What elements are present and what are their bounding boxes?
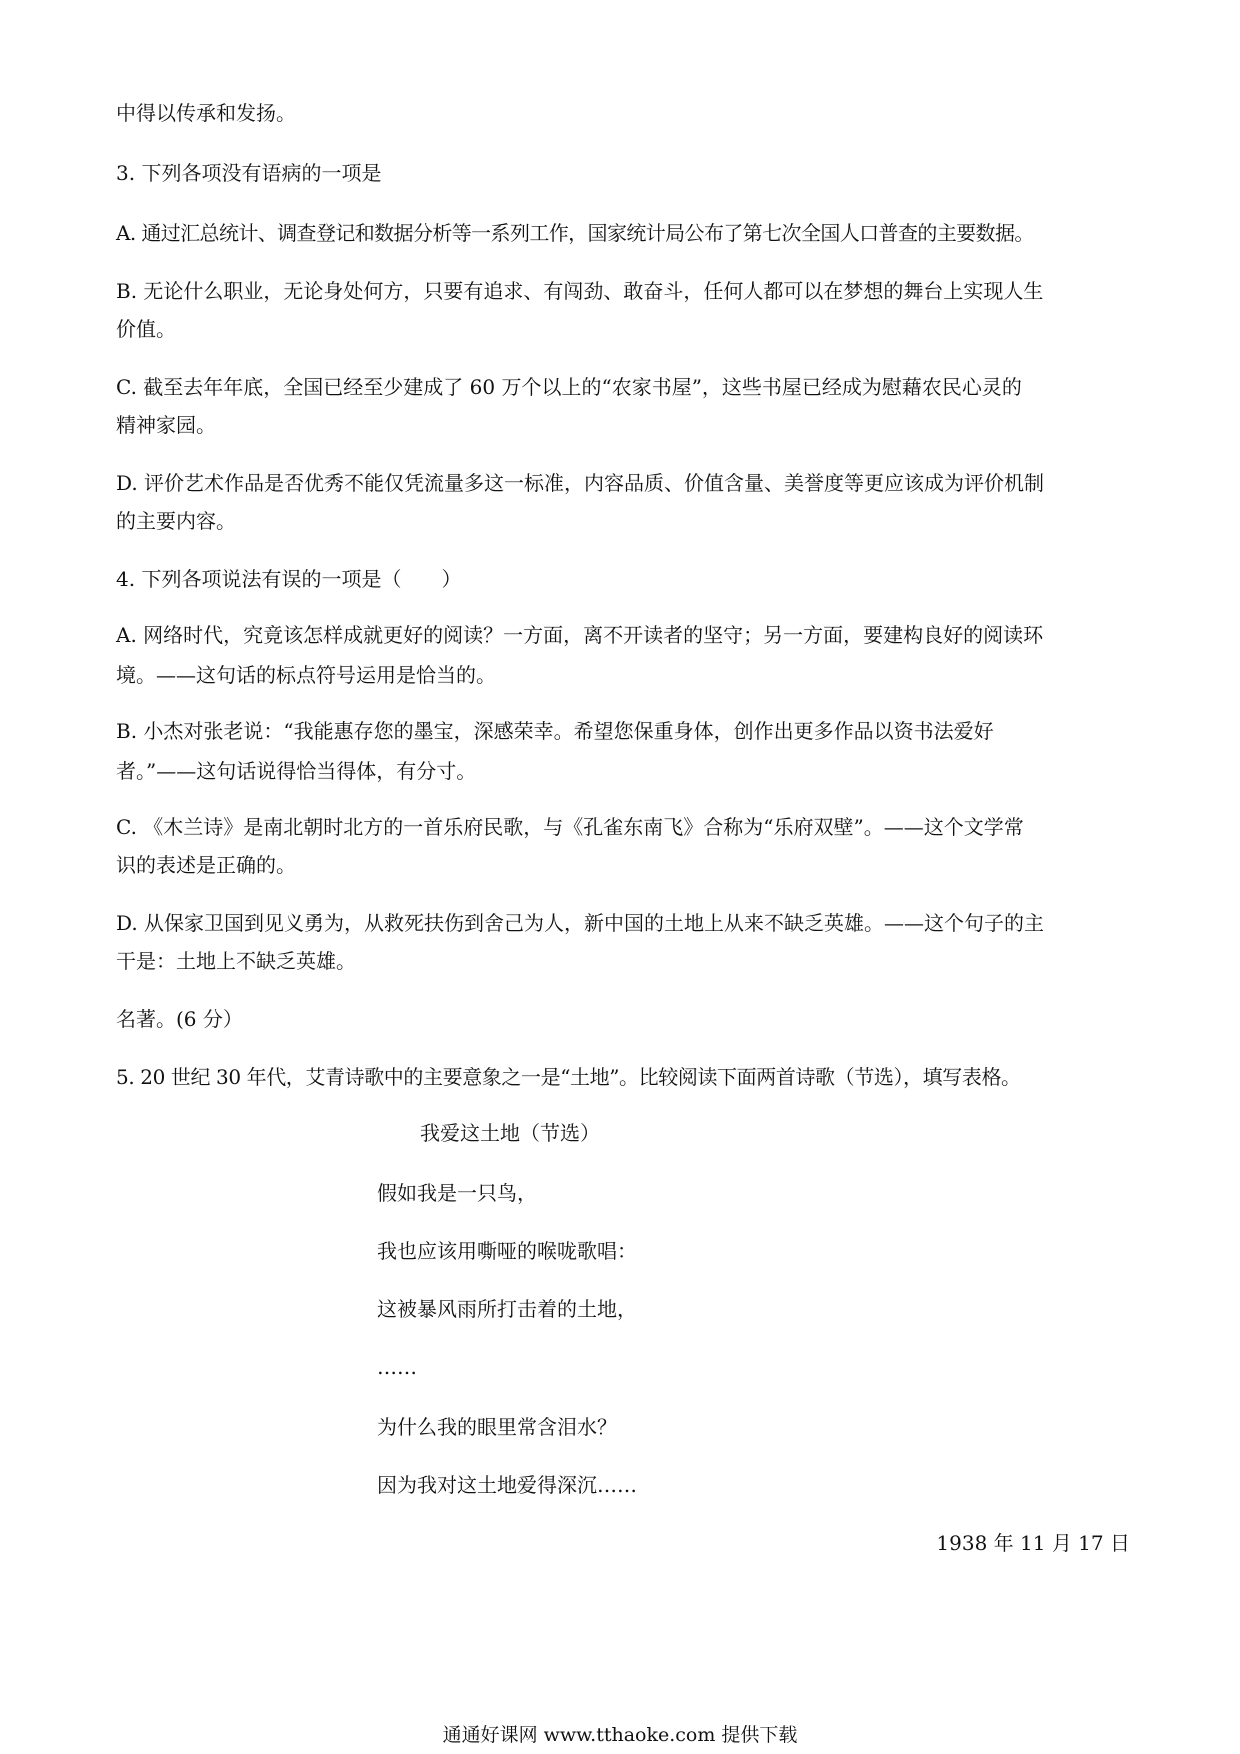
question-3-option-b-line1: B. 无论什么职业，无论身处何方，只要有追求、有闯劲、敢奋斗，任何人都可以在梦想的舞台上实现人生 — [116, 279, 1044, 303]
question-3-option-b-line2: 价值。 — [116, 317, 176, 341]
question-4-option-a-line1: A. 网络时代，究竟该怎样成就更好的阅读？一方面，离不开读者的坚守；另一方面，要建构良好的阅读环 — [116, 623, 1044, 647]
poem-date: 1938 年 11 月 17 日 — [936, 1531, 1130, 1555]
section-heading: 名著。(6 分） — [116, 1007, 243, 1031]
poem-line: 这被暴风雨所打击着的土地， — [377, 1297, 637, 1321]
question-3-option-a: A. 通过汇总统计、调查登记和数据分析等一系列工作，国家统计局公布了第七次全国人口普查的主要数据。 — [116, 221, 1034, 245]
question-5-stem: 5. 20 世纪 30 年代，艾青诗歌中的主要意象之一是“土地”。比较阅读下面两首诗歌（节选），填写表格。 — [116, 1065, 1021, 1089]
question-4-stem: 4. 下列各项说法有误的一项是（ ） — [116, 567, 462, 591]
question-3-stem: 3. 下列各项没有语病的一项是 — [116, 161, 382, 185]
question-3-option-d-line2: 的主要内容。 — [116, 509, 236, 533]
poem-line: 我也应该用嘶哑的喉咙歌唱： — [377, 1239, 637, 1263]
question-4-option-d-line2: 干是：土地上不缺乏英雄。 — [116, 949, 356, 973]
poem-line: …… — [377, 1355, 417, 1379]
poem-title: 我爱这土地（节选） — [420, 1121, 600, 1145]
question-4-option-b-line2: 者。”——这句话说得恰当得体，有分寸。 — [116, 759, 477, 783]
poem-line: 为什么我的眼里常含泪水？ — [377, 1415, 617, 1439]
question-4-option-d-line1: D. 从保家卫国到见义勇为，从救死扶伤到舍己为人，新中国的土地上从来不缺乏英雄。——这个句子的主 — [116, 911, 1045, 935]
question-3-option-c-line2: 精神家园。 — [116, 413, 216, 437]
question-4-option-a-line2: 境。——这句话的标点符号运用是恰当的。 — [116, 663, 496, 687]
question-4-option-b-line1: B. 小杰对张老说：“我能惠存您的墨宝，深感荣幸。希望您保重身体，创作出更多作品以资书法爱好 — [116, 719, 994, 743]
poem-line: 因为我对这土地爱得深沉…… — [377, 1473, 637, 1497]
question-3-option-d-line1: D. 评价艺术作品是否优秀不能仅凭流量多这一标准，内容品质、价值含量、美誉度等更应该成为评价机制 — [116, 471, 1045, 495]
question-4-option-c-line1: C. 《木兰诗》是南北朝时北方的一首乐府民歌，与《孔雀东南飞》合称为“乐府双壁”。——这个文学常 — [116, 815, 1024, 839]
page-footer: 通通好课网 www.tthaoke.com 提供下载 — [442, 1724, 798, 1746]
poem-line: 假如我是一只鸟， — [377, 1181, 537, 1205]
question-4-option-c-line2: 识的表述是正确的。 — [116, 853, 296, 877]
intro-tail-text: 中得以传承和发扬。 — [116, 101, 296, 125]
question-3-option-c-line1: C. 截至去年年底，全国已经至少建成了 60 万个以上的“农家书屋”，这些书屋已经成为慰藉农民心灵的 — [116, 375, 1022, 399]
